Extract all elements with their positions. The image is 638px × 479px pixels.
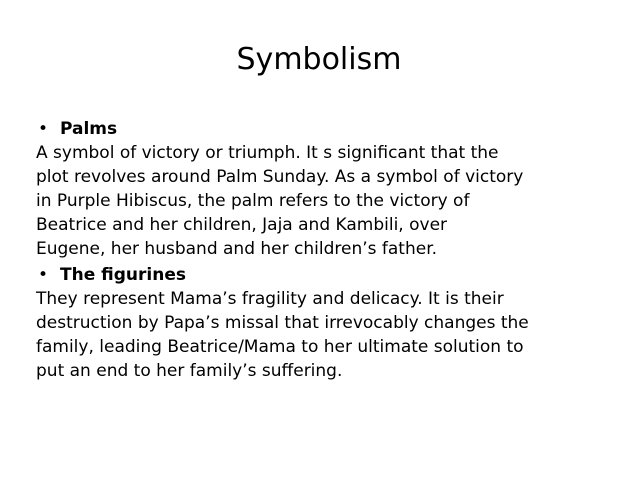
slide-title: Symbolism bbox=[236, 42, 402, 77]
bullet-dot-icon: • bbox=[38, 119, 49, 139]
slide-content bbox=[36, 117, 632, 385]
paragraph-palms: A symbol of victory or triumph. It s significant that the plot revolves around Palm Sunday. As a symbol of victory in Purple Hibiscus, the palm refers to the victory of Beatrice and her children, Jaja and Kambili, over Eugene, her husband and her children’s father. bbox=[36, 143, 524, 259]
bullet-dot-icon: • bbox=[38, 265, 49, 285]
bullet-figurines bbox=[38, 263, 632, 287]
bullet-heading-palms: Palms bbox=[60, 119, 118, 139]
paragraph-figurines: They represent Mama’s fragility and delicacy. It is their destruction by Papa’s missal that irrevocably changes the family, leading Beatrice/Mama to her ultimate solution to put an end to her family’s suffering. bbox=[36, 289, 529, 381]
bullet-palms bbox=[38, 117, 632, 141]
bullet-heading-figurines: The figurines bbox=[60, 265, 186, 285]
